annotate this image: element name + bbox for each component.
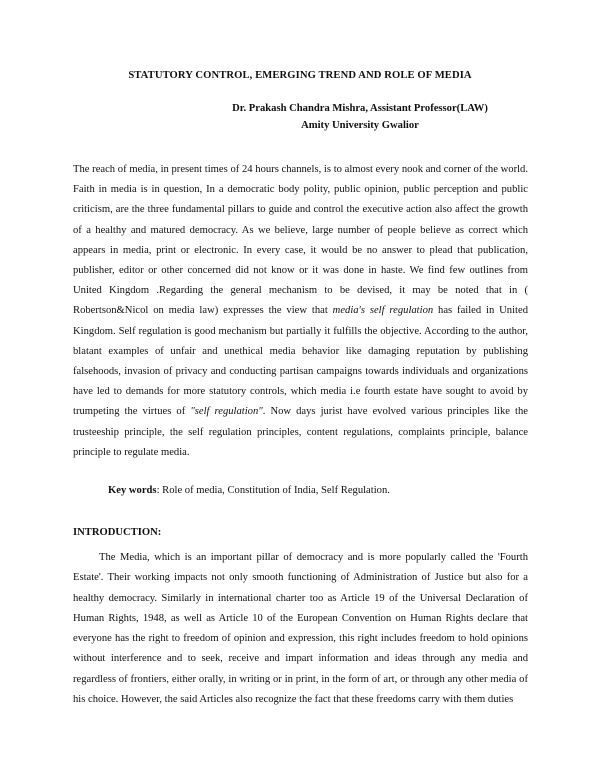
introduction-paragraph: The Media, which is an important pillar of democracy and is more popularly called the 'Fourth Estate'. Their working impacts not only smooth functioning of Administration of Justice but also for a healthy democracy. Similarly in international charter too as Article 19 of the Universal Declaration of Human Rights, 1948, as well as Article 10 of the European Convention on Human Rights declare that everyone has the right to freedom of opinion and expression, this right includes freedom to hold opinions without interference and to seek, receive and impart information and ideas through any media and regardless of frontiers, either orally, in writing or in print, in the form of art, or through any other media of his choice. However, the said Articles also recognize the fact that these freedoms carry with them duties	[73, 552, 528, 706]
keywords-line	[108, 485, 528, 496]
abstract-italic-self-regulation-quote: "self regulation"	[190, 406, 263, 418]
abstract-text-part2: has failed in United Kingdom. Self regulation is good mechanism but partially it fulfills the objective. According to the author, blatant examples of unfair and unethical media behavior like damaging reputation by publishing falsehoods, invasion of privacy and conducting partisan campaigns towards individuals and organizations have led to demands for more statutory controls, which media i.e fourth estate have sought to avoid by trumpeting the virtues of	[73, 305, 528, 418]
paper-title: STATUTORY CONTROL, EMERGING TREND AND ROLE OF MEDIA	[128, 70, 472, 81]
abstract-paragraph	[73, 160, 528, 463]
keywords-text: : Role of media, Constitution of India, Self Regulation.	[156, 485, 390, 496]
introduction-heading: INTRODUCTION:	[73, 527, 162, 538]
abstract-text-part1: The reach of media, in present times of 24 hours channels, is to almost every nook and corner of the world. Faith in media is in question, In a democratic body polity, public opinion, public perception and public criticism, are the three fundamental pillars to guide and control the executive action also affect the growth of a healthy and matured democracy. As we believe, large number of people believe as correct which appears in media, print or electronic. In every case, it would be no answer to plead that publication, publisher, editor or other concerned did not know or it was done in haste. We find few outlines from United Kingdom .Regarding the general mechanism to be devised, it may be noted that in ( Robertson&Nicol on media law) expresses the view that	[73, 164, 528, 317]
abstract-italic-media-self-regulation: media's self regulation	[332, 305, 434, 317]
abstract-text-part3: . Now days jurist have evolved various principles like the trusteeship principle, the self regulation principles, content regulations, complaints principle, balance principle to regulate media.	[73, 406, 528, 458]
keywords-label: Key words	[108, 485, 157, 496]
author-affiliation: Amity University Gwalior	[301, 120, 419, 131]
author-name: Dr. Prakash Chandra Mishra, Assistant Professor(LAW)	[232, 103, 488, 114]
